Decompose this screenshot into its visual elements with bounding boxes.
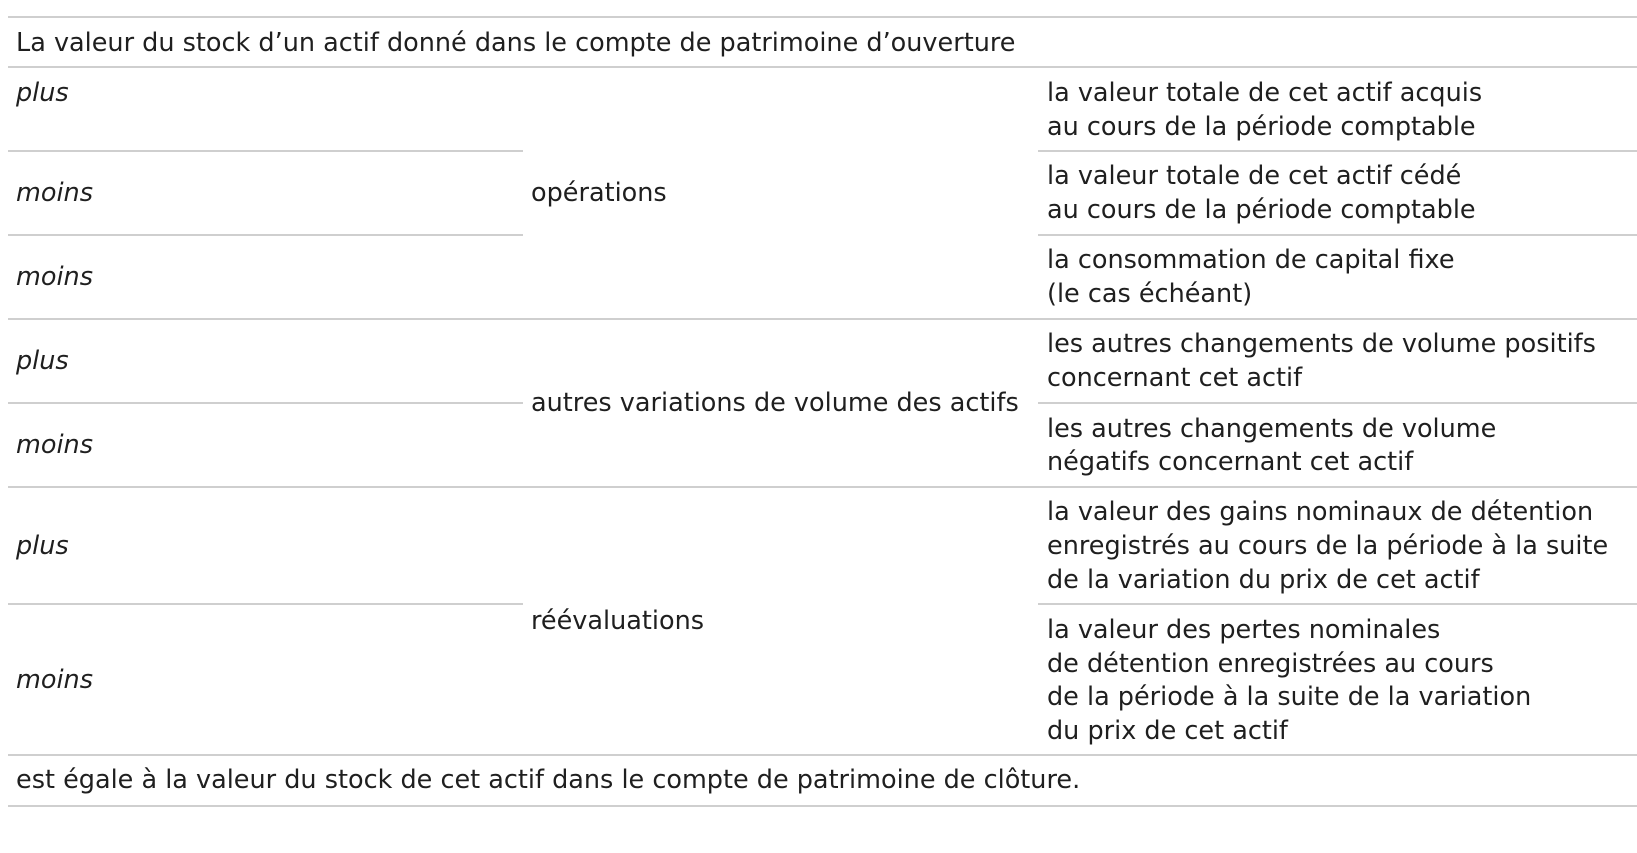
category-other-volume-changes: autres variations de volume des actifs bbox=[531, 388, 1019, 418]
description-line: les autres changements de volume bbox=[1047, 414, 1497, 444]
description-line: les autres changements de volume positifs bbox=[1047, 329, 1596, 359]
operator-plus: plus bbox=[16, 531, 69, 561]
operator-plus: plus bbox=[16, 346, 69, 376]
description-line: au cours de la période comptable bbox=[1047, 112, 1476, 142]
description-line: concernant cet actif bbox=[1047, 363, 1303, 393]
operator-plus: plus bbox=[16, 78, 69, 108]
description-line: (le cas échéant) bbox=[1047, 279, 1253, 309]
description-line: la valeur des gains nominaux de détention bbox=[1047, 497, 1594, 527]
operator-moins: moins bbox=[16, 430, 93, 460]
left-col-rule bbox=[8, 603, 523, 605]
left-col-rule bbox=[8, 150, 523, 152]
description-line: au cours de la période comptable bbox=[1047, 195, 1476, 225]
description-line: la valeur totale de cet actif acquis bbox=[1047, 78, 1483, 108]
description-line: la valeur des pertes nominales bbox=[1047, 615, 1441, 645]
top-rule bbox=[8, 16, 1637, 18]
group-rule-1 bbox=[8, 318, 1637, 320]
description-line: négatifs concernant cet actif bbox=[1047, 447, 1414, 477]
description-line: la consommation de capital fixe bbox=[1047, 245, 1455, 275]
description-line: la valeur totale de cet actif cédé bbox=[1047, 161, 1462, 191]
description-line: du prix de cet actif bbox=[1047, 716, 1288, 746]
operator-moins: moins bbox=[16, 262, 93, 292]
opening-balance-text: La valeur du stock d’un actif donné dans le compte de patrimoine d’ouverture bbox=[16, 28, 1016, 58]
left-col-rule bbox=[8, 234, 523, 236]
closing-balance-text: est égale à la valeur du stock de cet actif dans le compte de patrimoine de clôture. bbox=[16, 765, 1081, 795]
left-col-rule bbox=[8, 402, 523, 404]
category-revaluations: réévaluations bbox=[531, 606, 705, 636]
bottom-rule bbox=[8, 805, 1637, 807]
description-line: enregistrés au cours de la période à la suite bbox=[1047, 531, 1609, 561]
right-col-rule bbox=[1038, 234, 1637, 236]
description-line: de la période à la suite de la variation bbox=[1047, 682, 1532, 712]
footer-rule bbox=[8, 754, 1637, 756]
description-line: de détention enregistrées au cours bbox=[1047, 649, 1494, 679]
right-col-rule bbox=[1038, 603, 1637, 605]
category-operations: opérations bbox=[531, 178, 667, 208]
group-rule-2 bbox=[8, 486, 1637, 488]
description-line: de la variation du prix de cet actif bbox=[1047, 565, 1480, 595]
operator-moins: moins bbox=[16, 665, 93, 695]
right-col-rule bbox=[1038, 402, 1637, 404]
right-col-rule bbox=[1038, 150, 1637, 152]
header-rule bbox=[8, 66, 1637, 68]
operator-moins: moins bbox=[16, 178, 93, 208]
